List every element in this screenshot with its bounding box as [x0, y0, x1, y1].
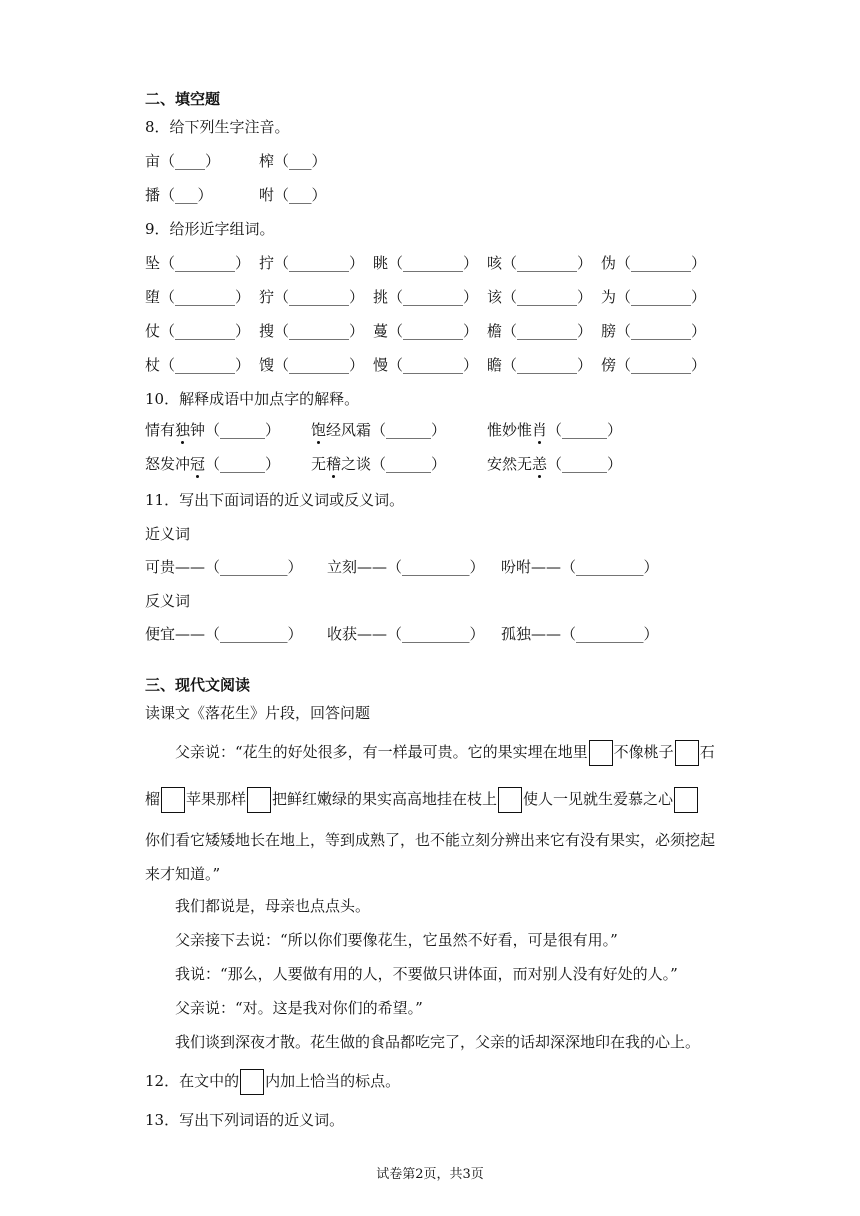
passage-paragraph: 父亲说：“对。这是我对你们的希望。”: [175, 999, 423, 1017]
emphasis-dot-char: 独: [175, 421, 191, 439]
q9-item: 瞻（________）: [487, 356, 593, 374]
q9-item: 杖（________）: [145, 356, 251, 374]
antonym-item: 孤独——（_________）: [501, 625, 659, 643]
q9-item: 仗（________）: [145, 322, 251, 340]
q9-item: 挑（________）: [373, 288, 479, 306]
q9-item: 馊（________）: [259, 356, 365, 374]
q8-item: 榨（___）: [259, 152, 327, 170]
page-footer: 试卷第2页，共3页: [376, 1167, 484, 1182]
q9-item: 檐（________）: [487, 322, 593, 340]
section-2-title: 二、填空题: [145, 90, 221, 108]
punctuation-box[interactable]: [161, 787, 185, 813]
q13-prompt: 13．写出下列词语的近义词。: [145, 1111, 345, 1129]
q8-item: 播（___）: [145, 186, 213, 204]
synonym-label: 近义词: [145, 525, 191, 543]
q10-item: 情有独钟（______）: [145, 421, 281, 439]
q10-item: 饱经风霜（______）: [311, 421, 447, 439]
q9-item: 眺（________）: [373, 254, 479, 272]
emphasis-dot-char: 肖: [532, 421, 548, 439]
q10-item: 惟妙惟肖（______）: [487, 421, 623, 439]
emphasis-dot-char: 冠: [190, 455, 206, 473]
synonym-item: 可贵——（_________）: [145, 558, 303, 576]
punctuation-box-sample: [240, 1069, 264, 1095]
passage-paragraph: 我们都说是，母亲也点点头。: [175, 897, 371, 915]
emphasis-dot-char: 稽: [326, 455, 342, 473]
q10-item: 安然无恙（______）: [487, 455, 623, 473]
q9-item: 该（________）: [487, 288, 593, 306]
q10-item: 无稽之谈（______）: [311, 455, 447, 473]
emphasis-dot-char: 恙: [532, 455, 548, 473]
q9-item: 堕（________）: [145, 288, 251, 306]
passage-line-1: 父亲说：“花生的好处很多，有一样最可贵。它的果实埋在地里 不像桃子 石: [175, 739, 715, 766]
q9-item: 拧（________）: [259, 254, 365, 272]
q9-item: 狞（________）: [259, 288, 365, 306]
passage-line-3: 你们看它矮矮地长在地上，等到成熟了，也不能立刻分辨出来它有没有果实，必须挖起来才知道。”: [145, 831, 716, 883]
passage-paragraph: 父亲接下去说：“所以你们要像花生，它虽然不好看，可是很有用。”: [175, 931, 618, 949]
q8-prompt: 8．给下列生字注音。: [145, 118, 290, 136]
q9-item: 为（________）: [601, 288, 707, 306]
reading-intro: 读课文《落花生》片段，回答问题: [145, 704, 371, 722]
passage-line-2: 榴 苹果那样 把鲜红嫩绿的果实高高地挂在枝上 使人一见就生爱慕之心: [145, 786, 699, 813]
q9-item: 慢（________）: [373, 356, 479, 374]
punctuation-box[interactable]: [674, 787, 698, 813]
antonym-item: 便宜——（_________）: [145, 625, 303, 643]
passage-paragraph: 我们谈到深夜才散。花生做的食品都吃完了，父亲的话却深深地印在我的心上。: [175, 1033, 701, 1051]
q8-item: 亩（____）: [145, 152, 221, 170]
q11-prompt: 11．写出下面词语的近义词或反义词。: [145, 491, 405, 509]
q9-item: 坠（________）: [145, 254, 251, 272]
q9-item: 蔓（________）: [373, 322, 479, 340]
punctuation-box[interactable]: [247, 787, 271, 813]
q9-prompt: 9．给形近字组词。: [145, 220, 275, 238]
emphasis-dot-char: 饱: [311, 421, 327, 439]
punctuation-box[interactable]: [498, 787, 522, 813]
q12-prompt: 12．在文中的 内加上恰当的标点。: [145, 1068, 400, 1095]
q9-item: 傍（________）: [601, 356, 707, 374]
section-3-title: 三、现代文阅读: [145, 676, 251, 694]
q9-item: 搜（________）: [259, 322, 365, 340]
passage-paragraph: 我说：“那么，人要做有用的人，不要做只讲体面，而对别人没有好处的人。”: [175, 965, 678, 983]
synonym-item: 吩咐——（_________）: [501, 558, 659, 576]
q9-item: 咳（________）: [487, 254, 593, 272]
q9-item: 膀（________）: [601, 322, 707, 340]
q8-item: 咐（___）: [259, 186, 327, 204]
q10-prompt: 10．解释成语中加点字的解释。: [145, 390, 360, 408]
punctuation-box[interactable]: [589, 740, 613, 766]
q9-item: 伪（________）: [601, 254, 707, 272]
punctuation-box[interactable]: [675, 740, 699, 766]
q10-item: 怒发冲冠（______）: [145, 455, 281, 473]
antonym-label: 反义词: [145, 592, 191, 610]
synonym-item: 立刻——（_________）: [327, 558, 485, 576]
antonym-item: 收获——（_________）: [327, 625, 485, 643]
